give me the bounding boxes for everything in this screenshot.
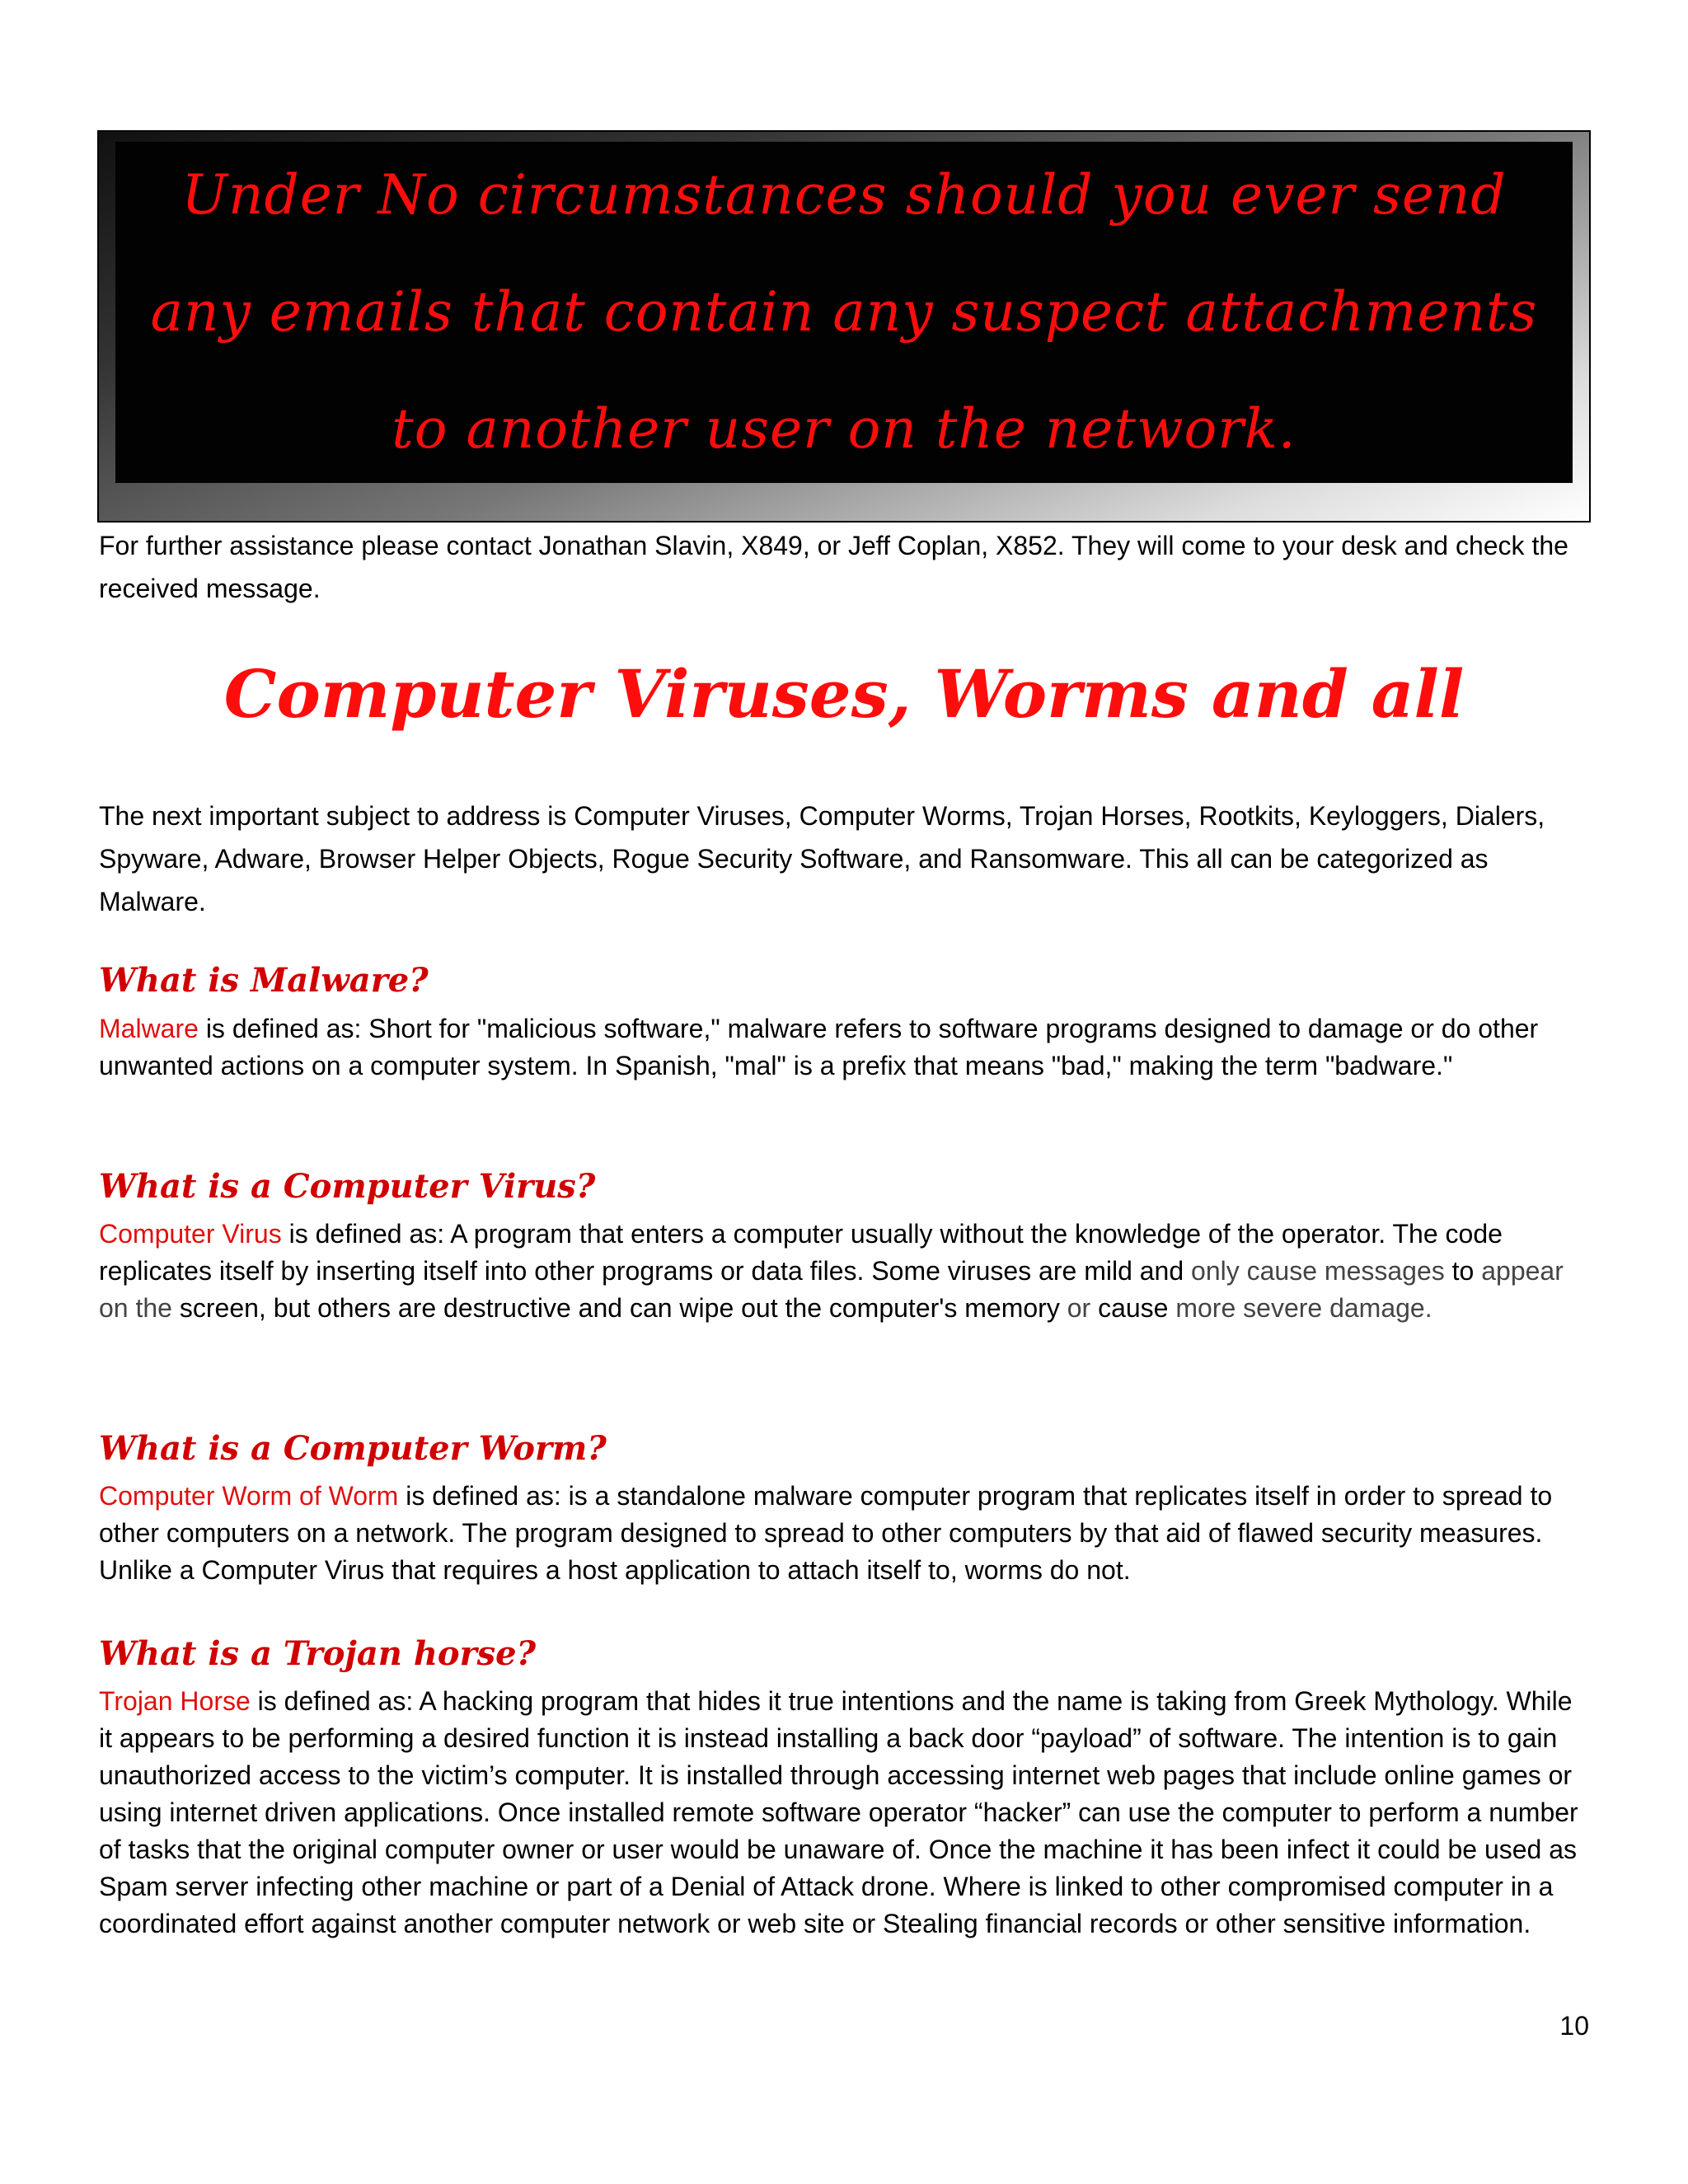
page-title: Computer Viruses, Worms and all — [223, 655, 1465, 733]
definition-virus-part-2: only cause messages — [1191, 1256, 1445, 1286]
term-trojan-horse: Trojan Horse — [99, 1686, 251, 1716]
section-heading-worm: What is a Computer Worm? — [99, 1429, 607, 1468]
definition-trojan: is defined as: A hacking program that hides it true intentions and the name is taking from Greek Mythology. While it appears to be performing a desired function it is instead installing a back door “payload” of software. The intention is to gain unauthorized access to the victim’s computer. It is installed through accessing internet web pages that include online games or using internet driven applications. Once installed remote software operator “hacker” can use the computer to perform a number of tasks that the original computer owner or user would be unaware of. Once the machine it has been infect it could be used as Spam server infecting other machine or part of a Denial of Attack drone. Where is linked to other compromised computer in a coordinated effort against another computer network or web site or Stealing financial records or other sensitive information. — [99, 1686, 1578, 1938]
warning-banner-inner — [115, 142, 1573, 483]
warning-banner-text: Under No circumstances should you ever send any emails that contain any suspect attachments to another user on the network. — [150, 163, 1538, 461]
intro-paragraph: The next important subject to address is Computer Viruses, Computer Worms, Trojan Horses, Rootkits, Keyloggers, Dialers, Spyware, Adware, Browser Helper Objects, Rogue Security Software, and Ransomware. This all can be categorized as Malware. — [99, 801, 1545, 916]
section-body-virus — [99, 1216, 1591, 1327]
definition-virus-part-8: more severe damage. — [1175, 1293, 1432, 1323]
definition-worm: is defined as: is a standalone malware computer program that replicates itself in order to spread to other computers on a network. The program designed to spread to other computers by that aid of flawed security measures. Unlike a Computer Virus that requires a host application to attach itself to, worms do not. — [99, 1481, 1553, 1585]
definition-malware: is defined as: Short for "malicious software," malware refers to software programs designed to damage or do other unwanted actions on a computer system. In Spanish, "mal" is a prefix that means "bad," making the term "badware." — [99, 1014, 1539, 1080]
definition-virus-part-1: is defined as: A program that enters a computer usually without the knowledge of the operator. The code replicates itself by inserting itself into other programs or data files. Some viruses are mild and — [99, 1219, 1503, 1286]
section-body-worm — [99, 1478, 1591, 1589]
definition-virus-part-5: screen, but others are destructive and can wipe out the computer's memory — [171, 1293, 1067, 1323]
section-body-trojan — [99, 1683, 1591, 1943]
warning-banner — [97, 130, 1591, 523]
term-computer-virus: Computer Virus — [99, 1219, 282, 1249]
definition-virus-part-7: cause — [1090, 1293, 1176, 1323]
term-computer-worm: Computer Worm of Worm — [99, 1481, 399, 1511]
definition-virus-part-3: to — [1444, 1256, 1482, 1286]
contact-paragraph: For further assistance please contact Jonathan Slavin, X849, or Jeff Coplan, X852. They will come to your desk and check the received message. — [99, 531, 1568, 603]
page-number: 10 — [1559, 2011, 1589, 2041]
definition-virus-part-4: appear on the — [99, 1256, 1564, 1323]
term-malware: Malware — [99, 1014, 199, 1043]
section-heading-virus: What is a Computer Virus? — [99, 1167, 596, 1206]
definition-virus-part-6: or — [1067, 1293, 1091, 1323]
section-heading-trojan: What is a Trojan horse? — [99, 1634, 537, 1673]
section-body-malware — [99, 1010, 1591, 1085]
section-heading-malware: What is Malware? — [99, 961, 429, 1000]
